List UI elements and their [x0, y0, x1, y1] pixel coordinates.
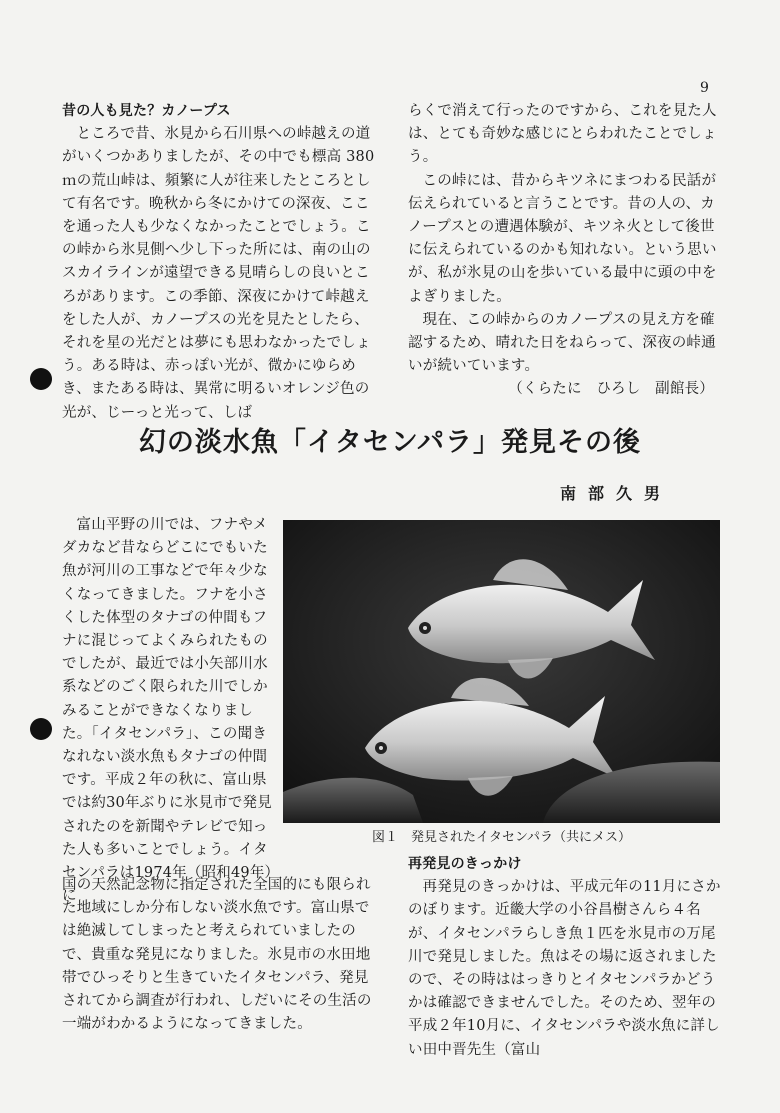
binder-hole-icon	[30, 368, 52, 390]
bottom-right-column	[408, 853, 722, 1062]
paragraph: この峠には、昔からキツネにまつわる民話が伝えられていると言うことです。昔の人の、カノープスとの遭遇体験が、キツネ火として後世に伝えられているのかも知れない。という思いが、私が氷見の山を歩いている最中に頭の中をよぎりました。	[408, 172, 717, 305]
section-heading: 昔の人も見た？カノープス	[62, 103, 231, 119]
intro-column	[62, 514, 274, 908]
fish-photo	[283, 520, 720, 823]
article-title: 幻の淡水魚「イタセンパラ」発見その後	[138, 427, 642, 458]
page-number: 9	[700, 80, 709, 96]
top-right-column	[408, 100, 722, 402]
paragraph: らくで消えて行ったのですから、これを見た人は、とても奇妙な感じにとらわれたことでしょう。	[408, 103, 717, 166]
photo-caption: 図１ 発見されたイタセンパラ（共にメス）	[371, 830, 632, 845]
article-author: 南部久男	[560, 484, 673, 503]
top-left-column	[62, 100, 380, 425]
paragraph: 現在、この峠からのカノープスの見え方を確認するため、晴れた日をねらって、深夜の峠通いが続いています。	[408, 311, 716, 375]
fish-illustration-icon	[283, 520, 720, 823]
paragraph: 富山平野の川では、フナやメダカなど昔ならどこにでもいた魚が河川の工事などで年々少なくなってきました。フナを小さくした体型のタナゴの仲間もフナに混じってよくみられたものでしたが、最近では小矢部川水系などのごく限られた川でしかみることができなくなりました。「イタセンパラ」、この聞きなれない淡水魚もタナゴの仲間です。平成２年の秋に、富山県では約30年ぶりに氷見市で発見されたのを新聞やテレビで知った人も多いことでしょう。イタセンパラは1974年（昭和49年）に	[62, 517, 272, 905]
paragraph: ところで昔、氷見から石川県への峠越えの道がいくつかありましたが、その中でも標高 380ｍの荒山峠は、頻繁に人が往来したところとして有名です。晩秋から冬にかけての深夜、ここを通った人も少なくなかったことでしょう。この峠から氷見側へ少し下った所には、南の山のスカイラインが遠望できる見晴らしの良いところがあります。この季節、深夜にかけて峠越えをした人が、カノープスの光を見たとしたら、それを星の光だとは夢にも思わなかったでしょう。ある時は、赤っぽい光が、微かにゆらめき、またある時は、異常に明るいオレンジ色の光が、じーっと光って、しば	[62, 126, 375, 421]
paragraph: 再発見のきっかけは、平成元年の11月にさかのぼります。近畿大学の小谷昌樹さんら４名が、イタセンパラらしき魚１匹を氷見市の万尾川で発見しました。魚はその場に返されましたので、その時ははっきりとイタセンパラかどうかは確認できませんでした。そのため、翌年の平成２年10月に、イタセンパラや淡水魚に詳しい田中晋先生（富山	[408, 879, 721, 1058]
binder-hole-icon	[30, 718, 52, 740]
sub-heading: 再発見のきっかけ	[408, 856, 522, 872]
paragraph: 国の天然記念物に指定された全国的にも限られた地域にしか分布しない淡水魚です。富山県では絶滅してしまったと考えられていましたので、貴重な発見になりました。氷見市の水田地帯でひっそりと生きていたイタセンパラ、発見されてから調査が行われ、しだいにその生活の一端がわかるようになってきました。	[62, 877, 372, 1033]
byline: （くらたに ひろし 副館長）	[508, 381, 714, 398]
bottom-left-column	[62, 874, 380, 1036]
